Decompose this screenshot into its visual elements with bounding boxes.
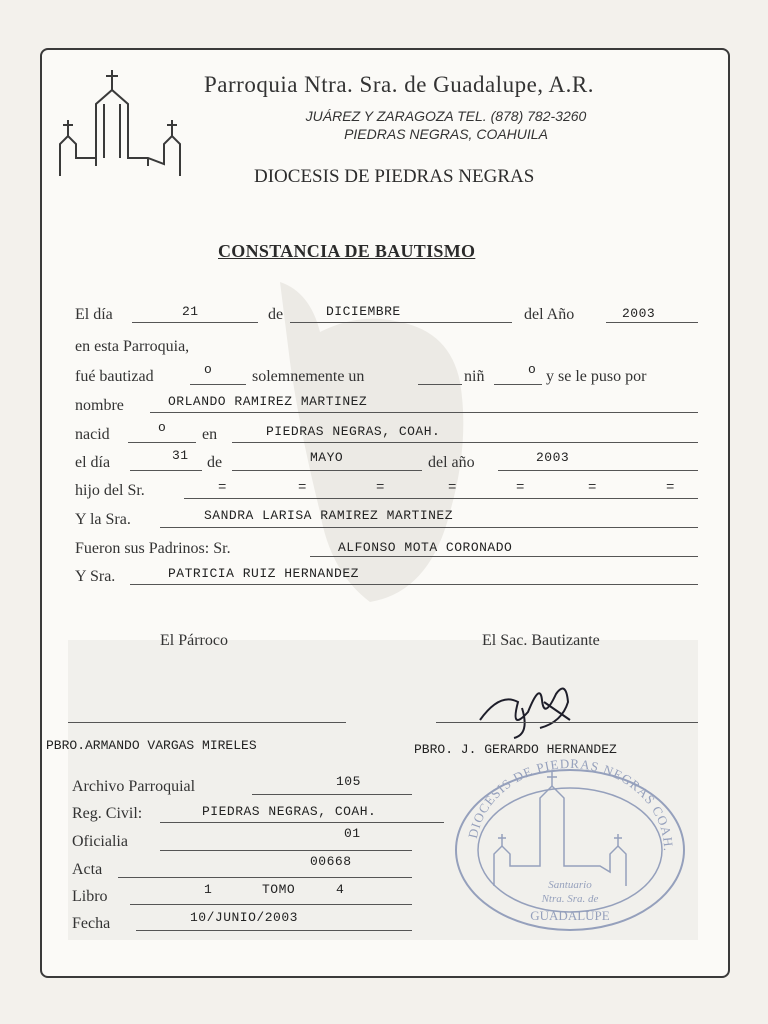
stamp-church-icon	[494, 772, 626, 886]
line-oficialia	[160, 850, 412, 851]
label-hijo-del: hijo del Sr.	[75, 482, 145, 499]
label-del-anio-nac: del año	[428, 454, 475, 471]
line-nac-dia	[130, 470, 202, 471]
line-suffix-1	[190, 384, 246, 385]
bautizante-name: PBRO. J. GERARDO HERNANDEZ	[414, 742, 617, 757]
stamp-line-2: Ntra. Sra. de	[541, 893, 599, 905]
line-nac-anio	[498, 470, 698, 471]
label-padrinos: Fueron sus Padrinos: Sr.	[75, 540, 231, 557]
label-el-dia: El día	[75, 306, 113, 323]
signature-icon	[470, 672, 590, 742]
line-acta	[118, 877, 412, 878]
address-line-1: JUÁREZ Y ZARAGOZA TEL. (878) 782-3260	[305, 108, 587, 124]
label-archivo: Archivo Parroquial	[72, 778, 196, 795]
value-libro: 1	[204, 882, 213, 897]
diocese-name: DIOCESIS DE PIEDRAS NEGRAS	[254, 166, 535, 187]
value-oficialia: 01	[344, 826, 361, 841]
value-padre-dash: =	[448, 480, 457, 496]
value-mes: DICIEMBRE	[326, 304, 401, 319]
value-suffix-3: o	[158, 420, 167, 435]
value-acta: 00668	[310, 854, 352, 869]
label-acta: Acta	[72, 861, 103, 878]
label-nombre: nombre	[75, 397, 124, 414]
line-anio	[606, 322, 698, 323]
line-padre	[184, 498, 698, 499]
line-parroco-signature	[68, 722, 346, 723]
value-nac-dia: 31	[172, 448, 189, 463]
value-nac-anio: 2003	[536, 450, 570, 465]
label-en: en	[202, 426, 218, 443]
line-bautizante-signature	[436, 722, 698, 723]
line-mes	[290, 322, 512, 323]
stamp-line-3: GUADALUPE	[530, 908, 610, 923]
parish-stamp	[450, 754, 690, 934]
value-nombre: ORLANDO RAMIREZ MARTINEZ	[168, 394, 368, 409]
line-blank	[418, 384, 462, 385]
value-dia: 21	[182, 304, 199, 319]
value-madrina: PATRICIA RUIZ HERNANDEZ	[168, 566, 359, 581]
value-tomo-label: TOMO	[262, 882, 296, 897]
label-fue-bautizad: fué bautizad	[75, 368, 154, 385]
line-lugar	[232, 442, 698, 443]
line-libro	[130, 904, 412, 905]
line-padrino	[310, 556, 698, 557]
value-suffix-2: o	[528, 362, 537, 377]
label-reg-civil: Reg. Civil:	[72, 805, 143, 822]
value-lugar: PIEDRAS NEGRAS, COAH.	[266, 424, 441, 439]
line-suffix-2	[494, 384, 542, 385]
line-suffix-3	[128, 442, 196, 443]
value-tomo: 4	[336, 882, 345, 897]
label-fecha: Fecha	[72, 915, 111, 932]
parish-name: Parroquia Ntra. Sra. de Guadalupe, A.R.	[204, 72, 594, 97]
value-padre-dash: =	[588, 480, 597, 496]
value-padre-dash: =	[516, 480, 525, 496]
line-madrina	[130, 584, 698, 585]
label-parroco: El Párroco	[160, 632, 228, 649]
label-se-le-puso: y se le puso por	[546, 368, 647, 385]
value-padre-dash: =	[376, 480, 385, 496]
line-madre	[160, 527, 698, 528]
parroco-name: PBRO.ARMANDO VARGAS MIRELES	[46, 738, 257, 753]
label-libro: Libro	[72, 888, 108, 905]
label-solemnemente: solemnemente un	[252, 368, 365, 385]
address-line-2: PIEDRAS NEGRAS, COAHUILA	[344, 126, 548, 142]
label-bautizante: El Sac. Bautizante	[482, 632, 600, 649]
value-padre-dash: =	[666, 480, 675, 496]
label-y-la-sra: Y la Sra.	[75, 511, 131, 528]
label-oficialia: Oficialia	[72, 833, 128, 850]
label-en-parroquia: en esta Parroquia,	[75, 338, 190, 355]
label-el-dia-nac: el día	[75, 454, 111, 471]
value-nac-mes: MAYO	[310, 450, 344, 465]
value-reg-civil: PIEDRAS NEGRAS, COAH.	[202, 804, 377, 819]
label-de: de	[268, 306, 284, 323]
value-anio: 2003	[622, 306, 656, 321]
line-nombre	[150, 412, 698, 413]
line-dia	[132, 322, 258, 323]
svg-text:DIOCESIS DE PIEDRAS NEGRAS COA	[465, 756, 676, 852]
line-fecha	[136, 930, 412, 931]
stamp-ring-text: DIOCESIS DE PIEDRAS NEGRAS COAH.	[464, 755, 677, 853]
label-nacid: nacid	[75, 426, 110, 443]
value-padrino: ALFONSO MOTA CORONADO	[338, 540, 513, 555]
stamp-line-1: Santuario	[548, 879, 592, 891]
value-suffix-1: o	[204, 362, 213, 377]
value-padre-dash: =	[218, 480, 227, 496]
line-archivo	[252, 794, 412, 795]
value-madre: SANDRA LARISA RAMIREZ MARTINEZ	[204, 508, 454, 523]
label-y-sra: Y Sra.	[75, 568, 116, 585]
label-del-anio: del Año	[524, 306, 575, 323]
line-nac-mes	[232, 470, 422, 471]
church-logo-icon	[56, 66, 202, 182]
value-padre-dash: =	[298, 480, 307, 496]
value-fecha: 10/JUNIO/2003	[190, 910, 298, 925]
label-nin: niñ	[464, 368, 485, 385]
label-de-nac: de	[207, 454, 223, 471]
line-reg-civil	[160, 822, 444, 823]
value-archivo: 105	[336, 774, 361, 789]
document-title: CONSTANCIA DE BAUTISMO	[218, 241, 476, 261]
